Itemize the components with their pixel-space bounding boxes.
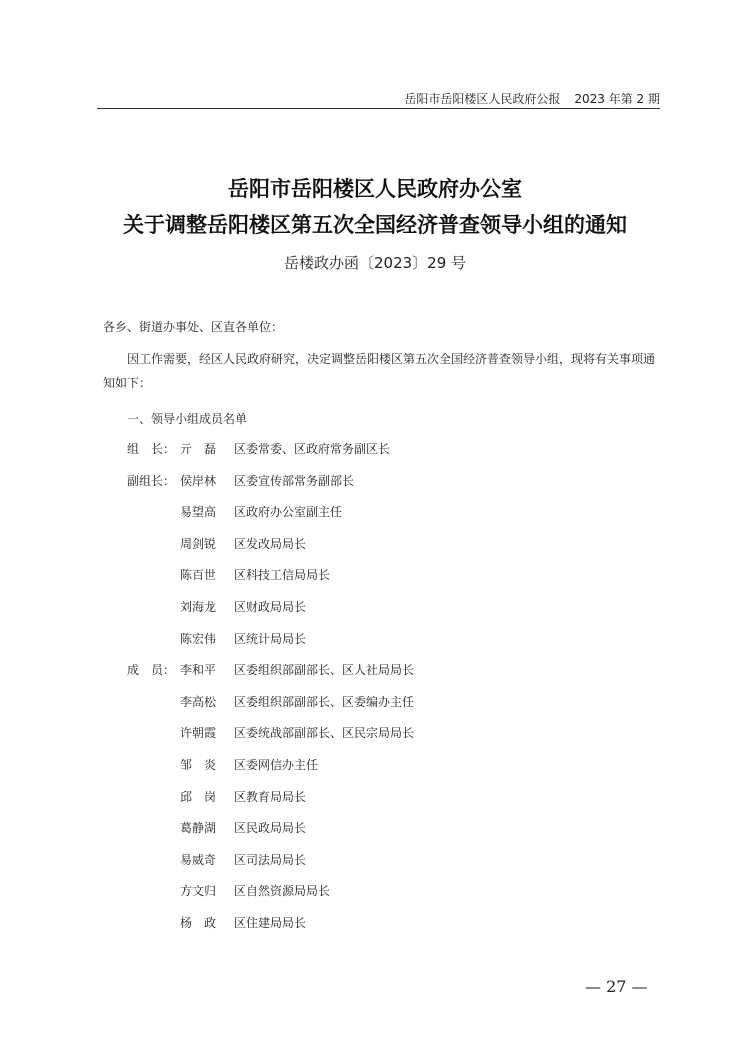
member-role: [127, 535, 179, 553]
member-role: [127, 756, 179, 774]
member-name: 周剑锐: [180, 537, 217, 551]
member-name: 李和平: [180, 663, 217, 677]
member-position: 区委组织部副部长、区人社局局长: [234, 663, 415, 677]
member-position: 区住建局局长: [234, 916, 307, 930]
member-name: 易望高: [180, 505, 217, 519]
member-name: 亓 磊: [180, 442, 217, 456]
member-role: [127, 788, 179, 806]
member-name: 侯岸林: [180, 474, 217, 488]
member-position: 区发改局局长: [234, 537, 307, 551]
journal-header: [97, 90, 660, 109]
member-role: [127, 503, 179, 521]
member-name: 刘海龙: [180, 600, 217, 614]
member-position: 区委统战部副部长、区民宗局局长: [234, 726, 415, 740]
member-name: 陈宏伟: [180, 632, 217, 646]
member-name: 葛静湖: [180, 821, 217, 835]
member-position: 区自然资源局局长: [234, 884, 331, 898]
member-name: 邹 炎: [180, 758, 217, 772]
member-name: 方文归: [180, 884, 217, 898]
member-role: [127, 724, 179, 742]
member-role: [127, 914, 179, 932]
member-position: 区委宣传部常务副部长: [234, 474, 355, 488]
salutation: 各乡、街道办事处、区直各单位：: [103, 320, 284, 334]
member-name: 易威奇: [180, 853, 217, 867]
page-number: — 27 —: [585, 977, 648, 996]
member-role: [127, 693, 179, 711]
member-position: 区委网信办主任: [234, 758, 319, 772]
member-role: [127, 819, 179, 837]
member-role: [127, 851, 179, 869]
member-name: 李高松: [180, 695, 217, 709]
member-role: 成 员：: [127, 663, 176, 677]
member-role: [127, 630, 179, 648]
member-position: 区民政局局长: [234, 821, 307, 835]
member-name: 杨 政: [180, 916, 217, 930]
issue-number: 2023 年第 2 期: [574, 92, 660, 106]
member-role: [127, 882, 179, 900]
member-position: 区委组织部副部长、区委编办主任: [234, 695, 415, 709]
member-position: 区财政局局长: [234, 600, 307, 614]
member-position: 区教育局局长: [234, 790, 307, 804]
member-role: 组 长：: [127, 442, 176, 456]
member-name: 邱 岗: [180, 790, 217, 804]
member-position: 区政府办公室副主任: [234, 505, 343, 519]
member-name: 陈百世: [180, 568, 217, 582]
member-role: [127, 598, 179, 616]
member-position: 区统计局局长: [234, 632, 307, 646]
member-position: 区司法局局长: [234, 853, 307, 867]
member-name: 许朝霞: [180, 726, 217, 740]
title-line-1: 岳阳市岳阳楼区人民政府办公室: [228, 176, 522, 201]
member-position: 区科技工信局局长: [234, 568, 331, 582]
member-role: 副组长：: [127, 474, 176, 488]
section-title: 一、领导小组成员名单: [127, 412, 248, 426]
member-role: [127, 566, 179, 584]
journal-name: 岳阳市岳阳楼区人民政府公报: [404, 92, 561, 106]
member-position: 区委常委、区政府常务副区长: [234, 442, 391, 456]
body-paragraph: 因工作需要，经区人民政府研究，决定调整岳阳楼区第五次全国经济普查领导小组，现将有关事项通知如下：: [103, 352, 656, 390]
title-line-2: 关于调整岳阳楼区第五次全国经济普查领导小组的通知: [123, 212, 627, 237]
document-number: 岳楼政办函〔2023〕29 号: [283, 254, 467, 272]
